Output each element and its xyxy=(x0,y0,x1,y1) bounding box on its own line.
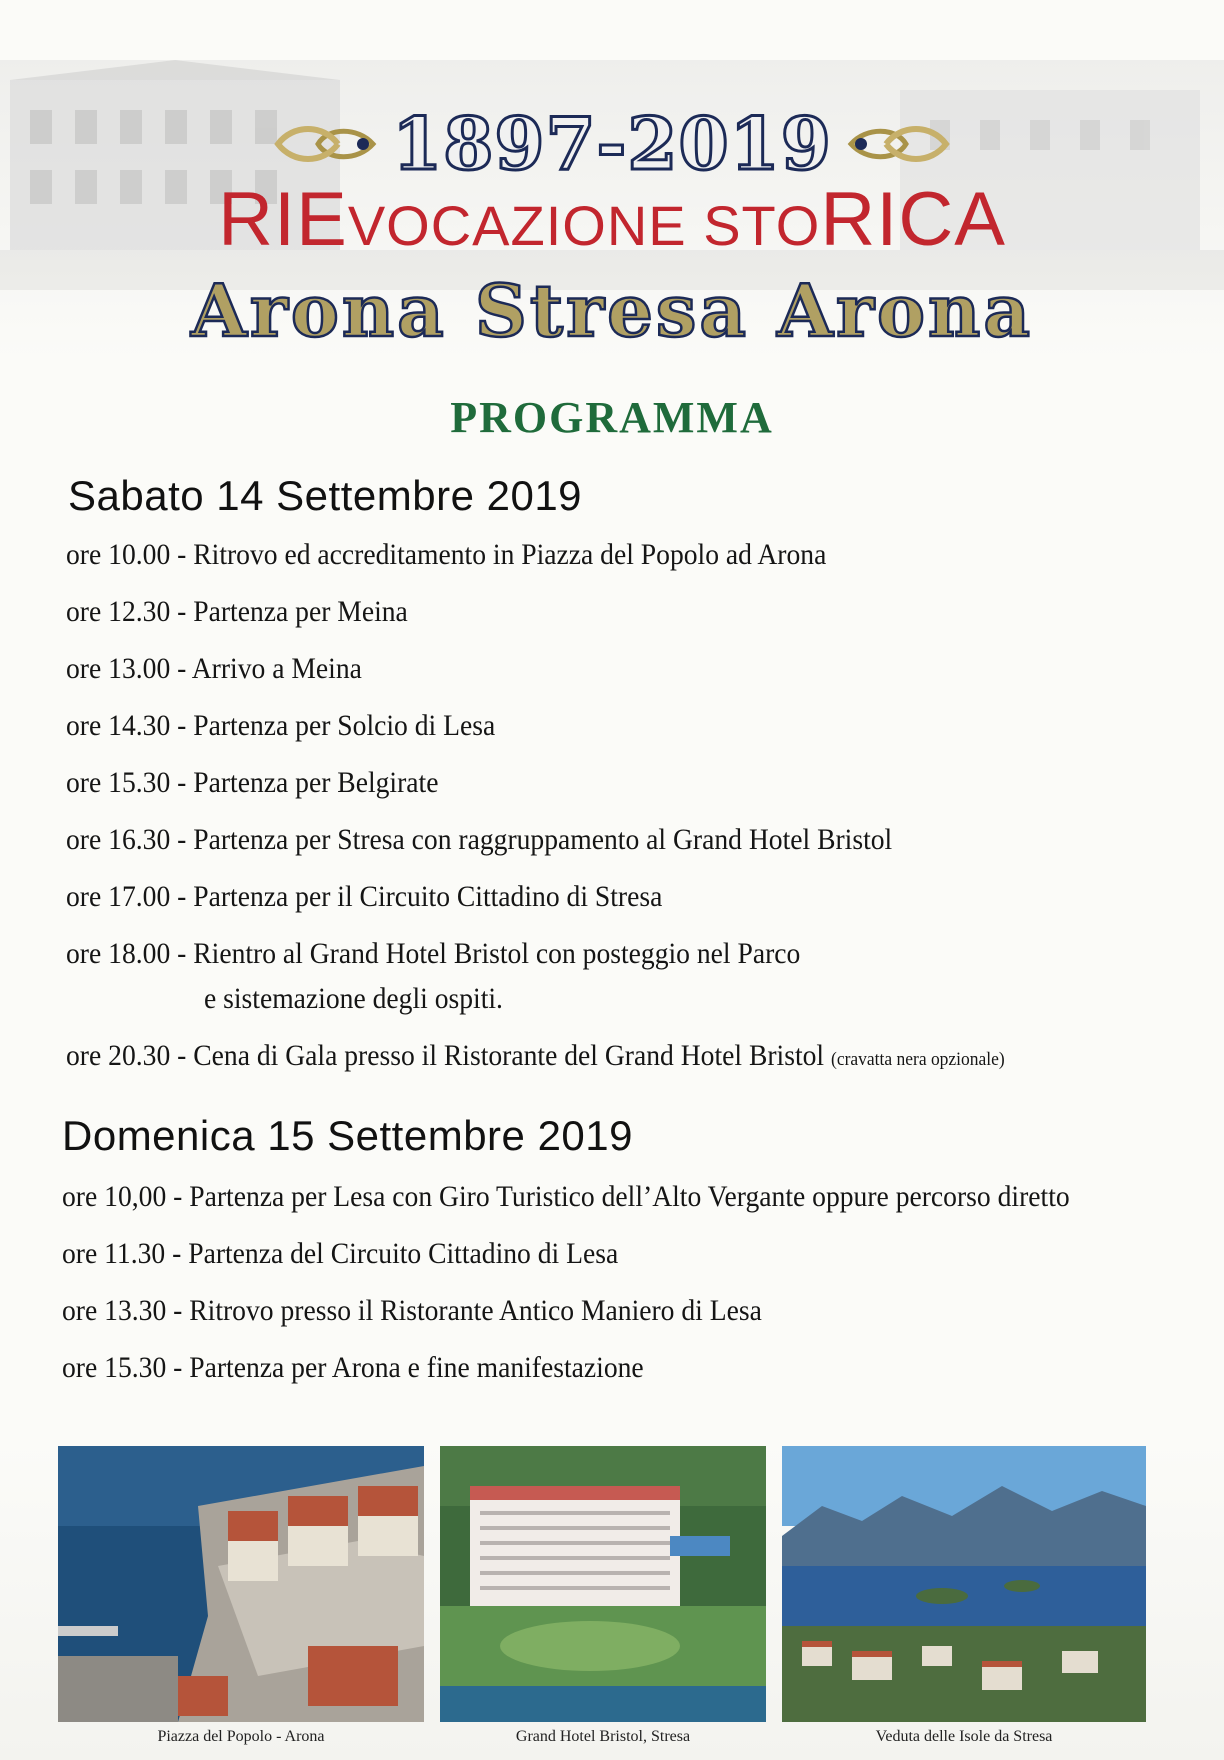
event-text: Ritrovo presso il Ristorante Antico Maniero di Lesa xyxy=(189,1294,762,1327)
photo-piazza-del-popolo xyxy=(58,1446,424,1722)
years-banner xyxy=(0,101,1224,186)
schedule-item: ore 18.00 - Rientro al Grand Hotel Bristol con posteggio nel Parco xyxy=(66,937,801,970)
event-time: ore 10.00 xyxy=(66,538,171,571)
title-part: STO xyxy=(703,194,821,257)
event-time: ore 13.00 xyxy=(66,652,171,685)
schedule-item: ore 15.30 - Partenza per Arona e fine manifestazione xyxy=(62,1351,644,1384)
event-text: Partenza per Solcio di Lesa xyxy=(193,709,496,742)
photo-caption: Veduta delle Isole da Stresa xyxy=(875,1728,1053,1745)
photo-caption: Grand Hotel Bristol, Stresa xyxy=(515,1728,691,1745)
schedule-item: ore 13.00 - Arrivo a Meina xyxy=(66,652,362,685)
event-time: ore 20.30 xyxy=(66,1039,171,1072)
programma-heading: PROGRAMMA xyxy=(450,393,774,442)
event-time: ore 12.30 xyxy=(66,595,171,628)
schedule-item: ore 13.30 - Ritrovo presso il Ristorante Antico Maniero di Lesa xyxy=(62,1294,762,1327)
event-text: Partenza per Stresa con raggruppamento al Grand Hotel Bristol xyxy=(193,823,893,856)
event-time: ore 10,00 xyxy=(62,1180,167,1213)
event-continuation: e sistemazione degli ospiti. xyxy=(204,982,503,1015)
event-text: Rientro al Grand Hotel Bristol con posteggio nel Parco xyxy=(193,937,801,970)
title-part: RIE xyxy=(218,177,348,262)
photo-isole-da-stresa xyxy=(782,1446,1146,1722)
event-time: ore 15.30 xyxy=(62,1351,167,1384)
event-time: ore 13.30 xyxy=(62,1294,167,1327)
photo-caption: Piazza del Popolo - Arona xyxy=(157,1728,325,1745)
day-title: Domenica 15 Settembre 2019 xyxy=(62,1112,633,1159)
event-time: ore 16.30 xyxy=(66,823,171,856)
schedule-item: ore 17.00 - Partenza per il Circuito Cittadino di Stresa xyxy=(66,880,663,913)
event-text: Arrivo a Meina xyxy=(191,652,362,685)
event-text: Partenza per Belgirate xyxy=(193,766,439,799)
event-text: Ritrovo ed accreditamento in Piazza del Popolo ad Arona xyxy=(193,538,827,571)
schedule-item: ore 10.00 - Ritrovo ed accreditamento in Piazza del Popolo ad Arona xyxy=(66,538,827,571)
event-text: Partenza per il Circuito Cittadino di Stresa xyxy=(193,880,663,913)
route-title: Arona Stresa Arona xyxy=(191,268,1033,353)
title-part: RICA xyxy=(820,177,1006,262)
event-text: Partenza per Lesa con Giro Turistico dell’Alto Vergante oppure percorso diretto xyxy=(189,1180,1070,1213)
right-ornament-icon xyxy=(846,119,956,169)
event-time: ore 11.30 xyxy=(62,1237,166,1270)
left-ornament-icon xyxy=(268,119,378,169)
event-time: ore 17.00 xyxy=(66,880,171,913)
schedule-item: ore 12.30 - Partenza per Meina xyxy=(66,595,408,628)
photo-grand-hotel-bristol xyxy=(440,1446,766,1722)
event-time: ore 15.30 xyxy=(66,766,171,799)
event-text: Partenza del Circuito Cittadino di Lesa xyxy=(188,1237,619,1270)
years-text: 1897-2019 xyxy=(392,101,832,186)
schedule-item: ore 16.30 - Partenza per Stresa con raggruppamento al Grand Hotel Bristol xyxy=(66,823,893,856)
day-title: Sabato 14 Settembre 2019 xyxy=(68,472,583,519)
event-note: (cravatta nera opzionale) xyxy=(830,1049,1005,1070)
schedule-item: ore 14.30 - Partenza per Solcio di Lesa xyxy=(66,709,496,742)
event-text: Partenza per Arona e fine manifestazione xyxy=(189,1351,644,1384)
event-text: Cena di Gala presso il Ristorante del Grand Hotel Bristol xyxy=(193,1039,825,1072)
schedule-item: ore 15.30 - Partenza per Belgirate xyxy=(66,766,439,799)
schedule-item: ore 10,00 - Partenza per Lesa con Giro Turistico dell’Alto Vergante oppure percorso diretto xyxy=(62,1180,1070,1213)
schedule-item: ore 20.30 - Cena di Gala presso il Ristorante del Grand Hotel Bristol (cravatta nera opzionale) xyxy=(66,1039,1005,1072)
rievocazione-storica-title xyxy=(0,177,1224,262)
event-time: ore 18.00 xyxy=(66,937,171,970)
event-time: ore 14.30 xyxy=(66,709,171,742)
schedule-item: ore 11.30 - Partenza del Circuito Cittadino di Lesa xyxy=(62,1237,619,1270)
title-part: VOCAZIONE xyxy=(347,194,704,257)
event-text: Partenza per Meina xyxy=(193,595,408,628)
